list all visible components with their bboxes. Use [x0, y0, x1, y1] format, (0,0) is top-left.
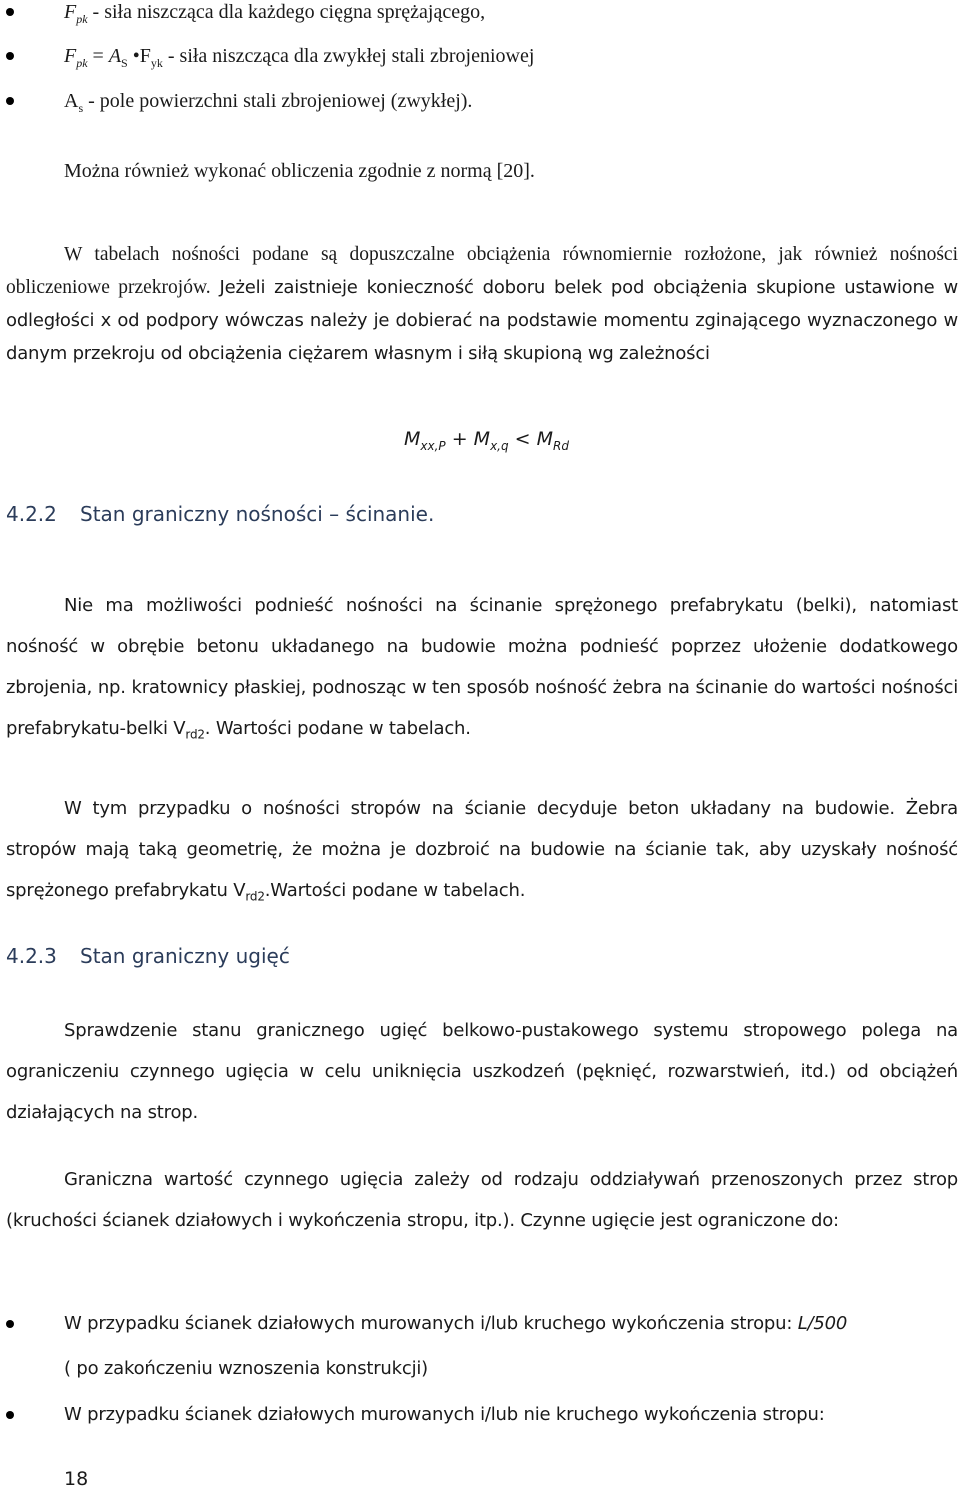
- section-heading: 4.2.3 Stan graniczny ugięć: [6, 944, 290, 968]
- bullet-icon: [6, 8, 14, 16]
- paragraph: Sprawdzenie stanu granicznego ugięć belkowo-pustakowego systemu stropowego polega na ograniczeniu czynnego ugięcia w celu uniknięcia uszkodzeń (pęknięć, rozwarstwień, itd.) od obciążeń działających na strop.: [6, 1020, 958, 1123]
- bullet-icon: [6, 1411, 14, 1419]
- bullet-icon: [6, 1320, 14, 1328]
- bullet-icon: [6, 97, 14, 105]
- paragraph: W tym przypadku o nośności stropów na ścianie decyduje beton układany na budowie. Żebra stropów mają taką geometrię, że można je dozbroić na budowie na ścianie tak, aby uzyskały nośność sprężonego prefabrykatu $V_{rd2}.Wartości$ podane w tabelach.: [6, 798, 958, 904]
- paragraph: Można również wykonać obliczenia zgodnie z normą [20].: [64, 160, 535, 182]
- formula: $M_{xx,P} + M_{x,q} < M_{Rd}$: [404, 428, 569, 453]
- paragraph: Nie ma możliwości podnieść nośności na ścinanie sprężonego prefabrykatu (belki), natomiast nośność w obrębie betonu układanego na budowie można podnieść poprzez ułożenie dodatkowego zbrojenia, np. kratownicy płaskiej, podnosząc w ten sposób nośność żebra na ścinanie do wartości nośności prefabrykatu-belki $V_{rd2}$. Wartości podane w tabelach.: [6, 595, 958, 742]
- paragraph: Graniczna wartość czynnego ugięcia zależy od rodzaju oddziaływań przenoszonych przez strop (kruchości ścianek działowych i wykończenia stropu, itp.). Czynne ugięcie jest ograniczone do:: [6, 1169, 958, 1231]
- page-number: 18: [64, 1468, 89, 1490]
- section-heading: 4.2.2 Stan graniczny nośności – ścinanie.: [6, 502, 435, 526]
- paragraph: W tabelach nośności podane są dopuszczalne obciążenia równomiernie rozłożone, jak również nośności obliczeniowe przekrojów. Jeżeli zaistnieje konieczność doboru belek pod obciążenia skupione ustawione w odległości x od podpory wówczas należy je dobierać na podstawie momentu zginającego wyznaczonego w danym przekroju od obciążenia ciężarem własnym i siłą skupioną wg zależności: [6, 244, 958, 364]
- bullet-icon: [6, 52, 14, 60]
